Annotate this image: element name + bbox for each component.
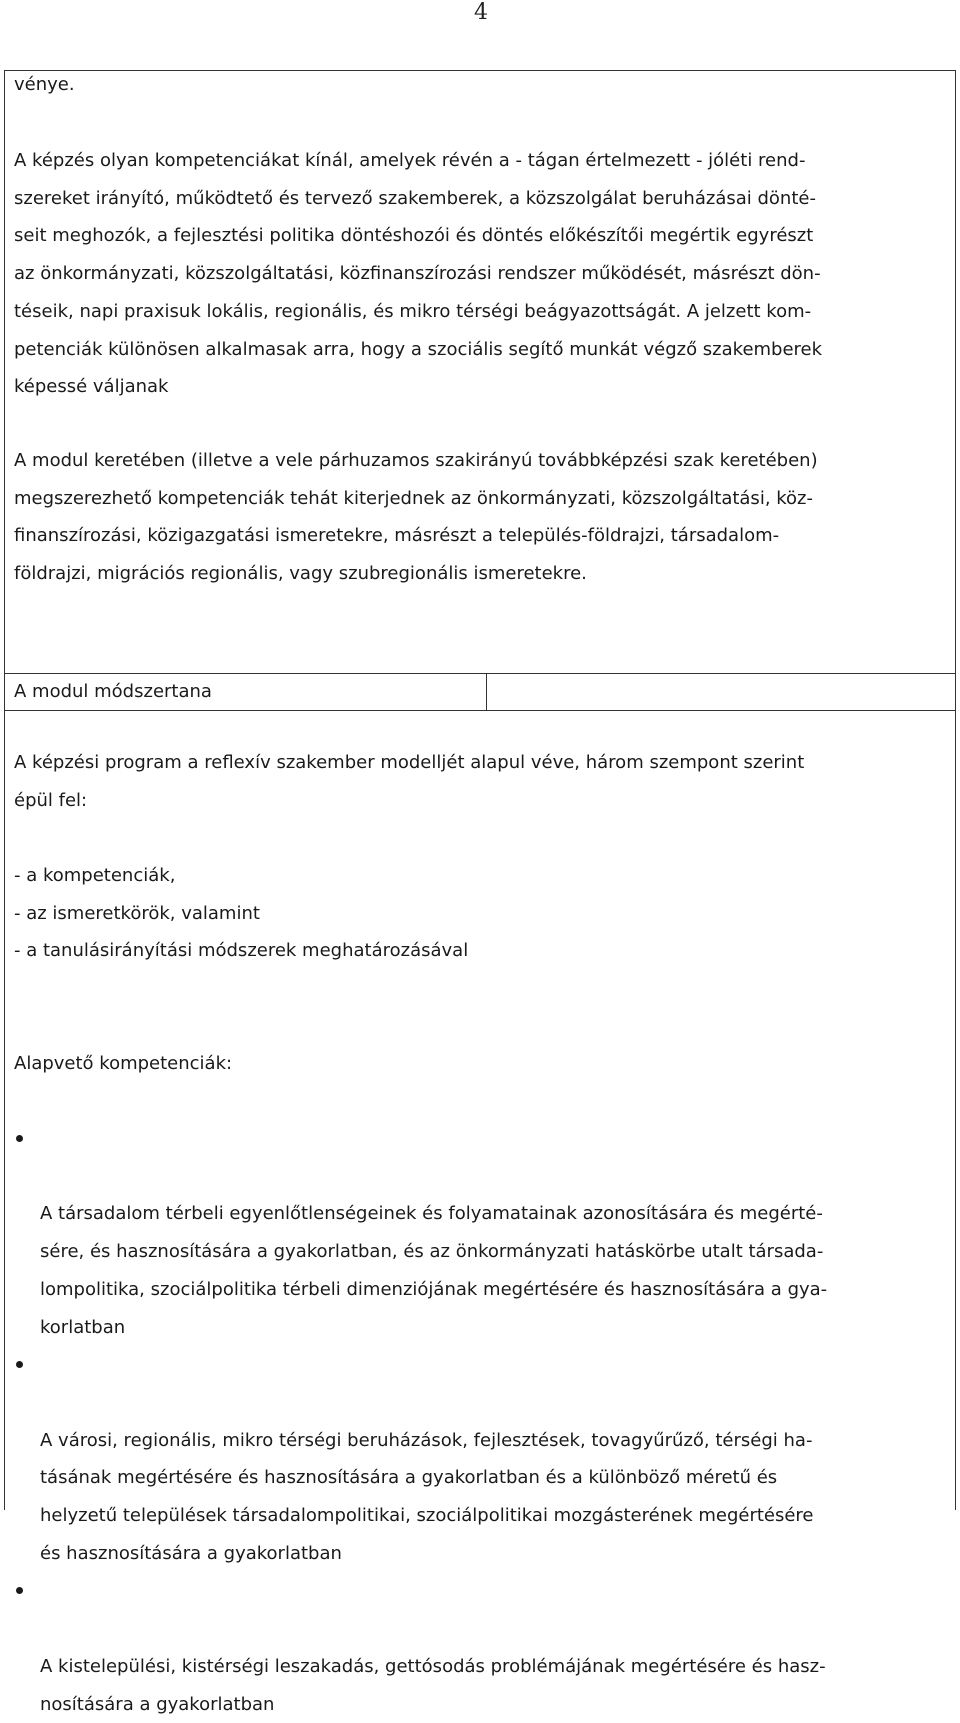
paragraph-competencies-overview: A képzés olyan kompetenciákat kínál, amelyek révén a - tágan értelmezett - jóléti rend- szereket irányító, működtető és tervező szakemberek, a közszolgálat beruházásai dönté- seit meghozók, a fejlesztési politika döntéshozói és döntés előkészítői megértik egyrészt az önkormányzati, közszolgáltatási, közfinanszírozási rendszer működését, másrészt dön- téseik, napi praxisuk lokális, regionális, és mikro térségi beágyazottságát. A jelzett kom- petenciák különösen alkalmasak arra, hogy a szociális segítő munkát végző szakemberek képessé váljanak (14, 150, 823, 398)
method-section-label: A modul módszertana (14, 681, 212, 702)
intro-fragment: vénye. (14, 74, 75, 95)
program-point: - az ismeretkörök, valamint (14, 902, 260, 924)
competency-text: A kistelepülési, kistérségi leszakadás, gettósodás problémájának megértésére és hasz- nosítására a gyakorlatban (40, 1655, 826, 1715)
competency-text: A városi, regionális, mikro térségi beruházások, fejlesztések, tovagyűrűző, térségi ha- tásának megértésére és hasznosítására a gyakorlatban és a különböző méretű és helyzetű települések társadalompolitikai, szociálpolitikai mozgásterének megértésére és hasznosítására a gyakorlatban (40, 1429, 814, 1564)
competencies-heading: Alapvető kompetenciák: (14, 1053, 233, 1074)
competency-text: A társadalom térbeli egyenlőtlenségeinek és folyamatainak azonosítására és megérté- sére, és hasznosítására a gyakorlatban, és az önkormányzati hatáskörbe utalt társada- lompolitika, szociálpolitika térbeli dimenziójának megértésére és hasznosítására a gya- korlatban (40, 1203, 828, 1338)
bullet-icon (16, 1587, 23, 1594)
paragraph-module-scope: A modul keretében (illetve a vele párhuzamos szakirányú továbbképzési szak keretében) megszerezhető kompetenciák tehát kiterjednek az önkormányzati, közszolgáltatási, köz- finanszírozási, közigazgatási ismeretekre, másrészt a település-földrajzi, társadalom- földrajzi, migrációs regionális, vagy szubregionális ismeretekre. (14, 450, 818, 585)
program-points (14, 857, 942, 970)
program-intro: A képzési program a reflexív szakember modelljét alapul véve, három szempont szerint épül fel: (14, 752, 805, 811)
method-cell-divider (486, 674, 487, 710)
competency-item (14, 1572, 940, 1723)
competency-item (14, 1346, 940, 1572)
bullet-icon (16, 1361, 23, 1368)
page-number: 4 (474, 0, 488, 25)
program-point: - a kompetenciák, (14, 865, 176, 886)
competencies-list (14, 1120, 940, 1723)
bullet-icon (16, 1135, 23, 1142)
program-point: - a tanulásirányítási módszerek meghatározásával (14, 940, 469, 962)
competency-item (14, 1120, 940, 1346)
method-section-row (4, 673, 956, 711)
